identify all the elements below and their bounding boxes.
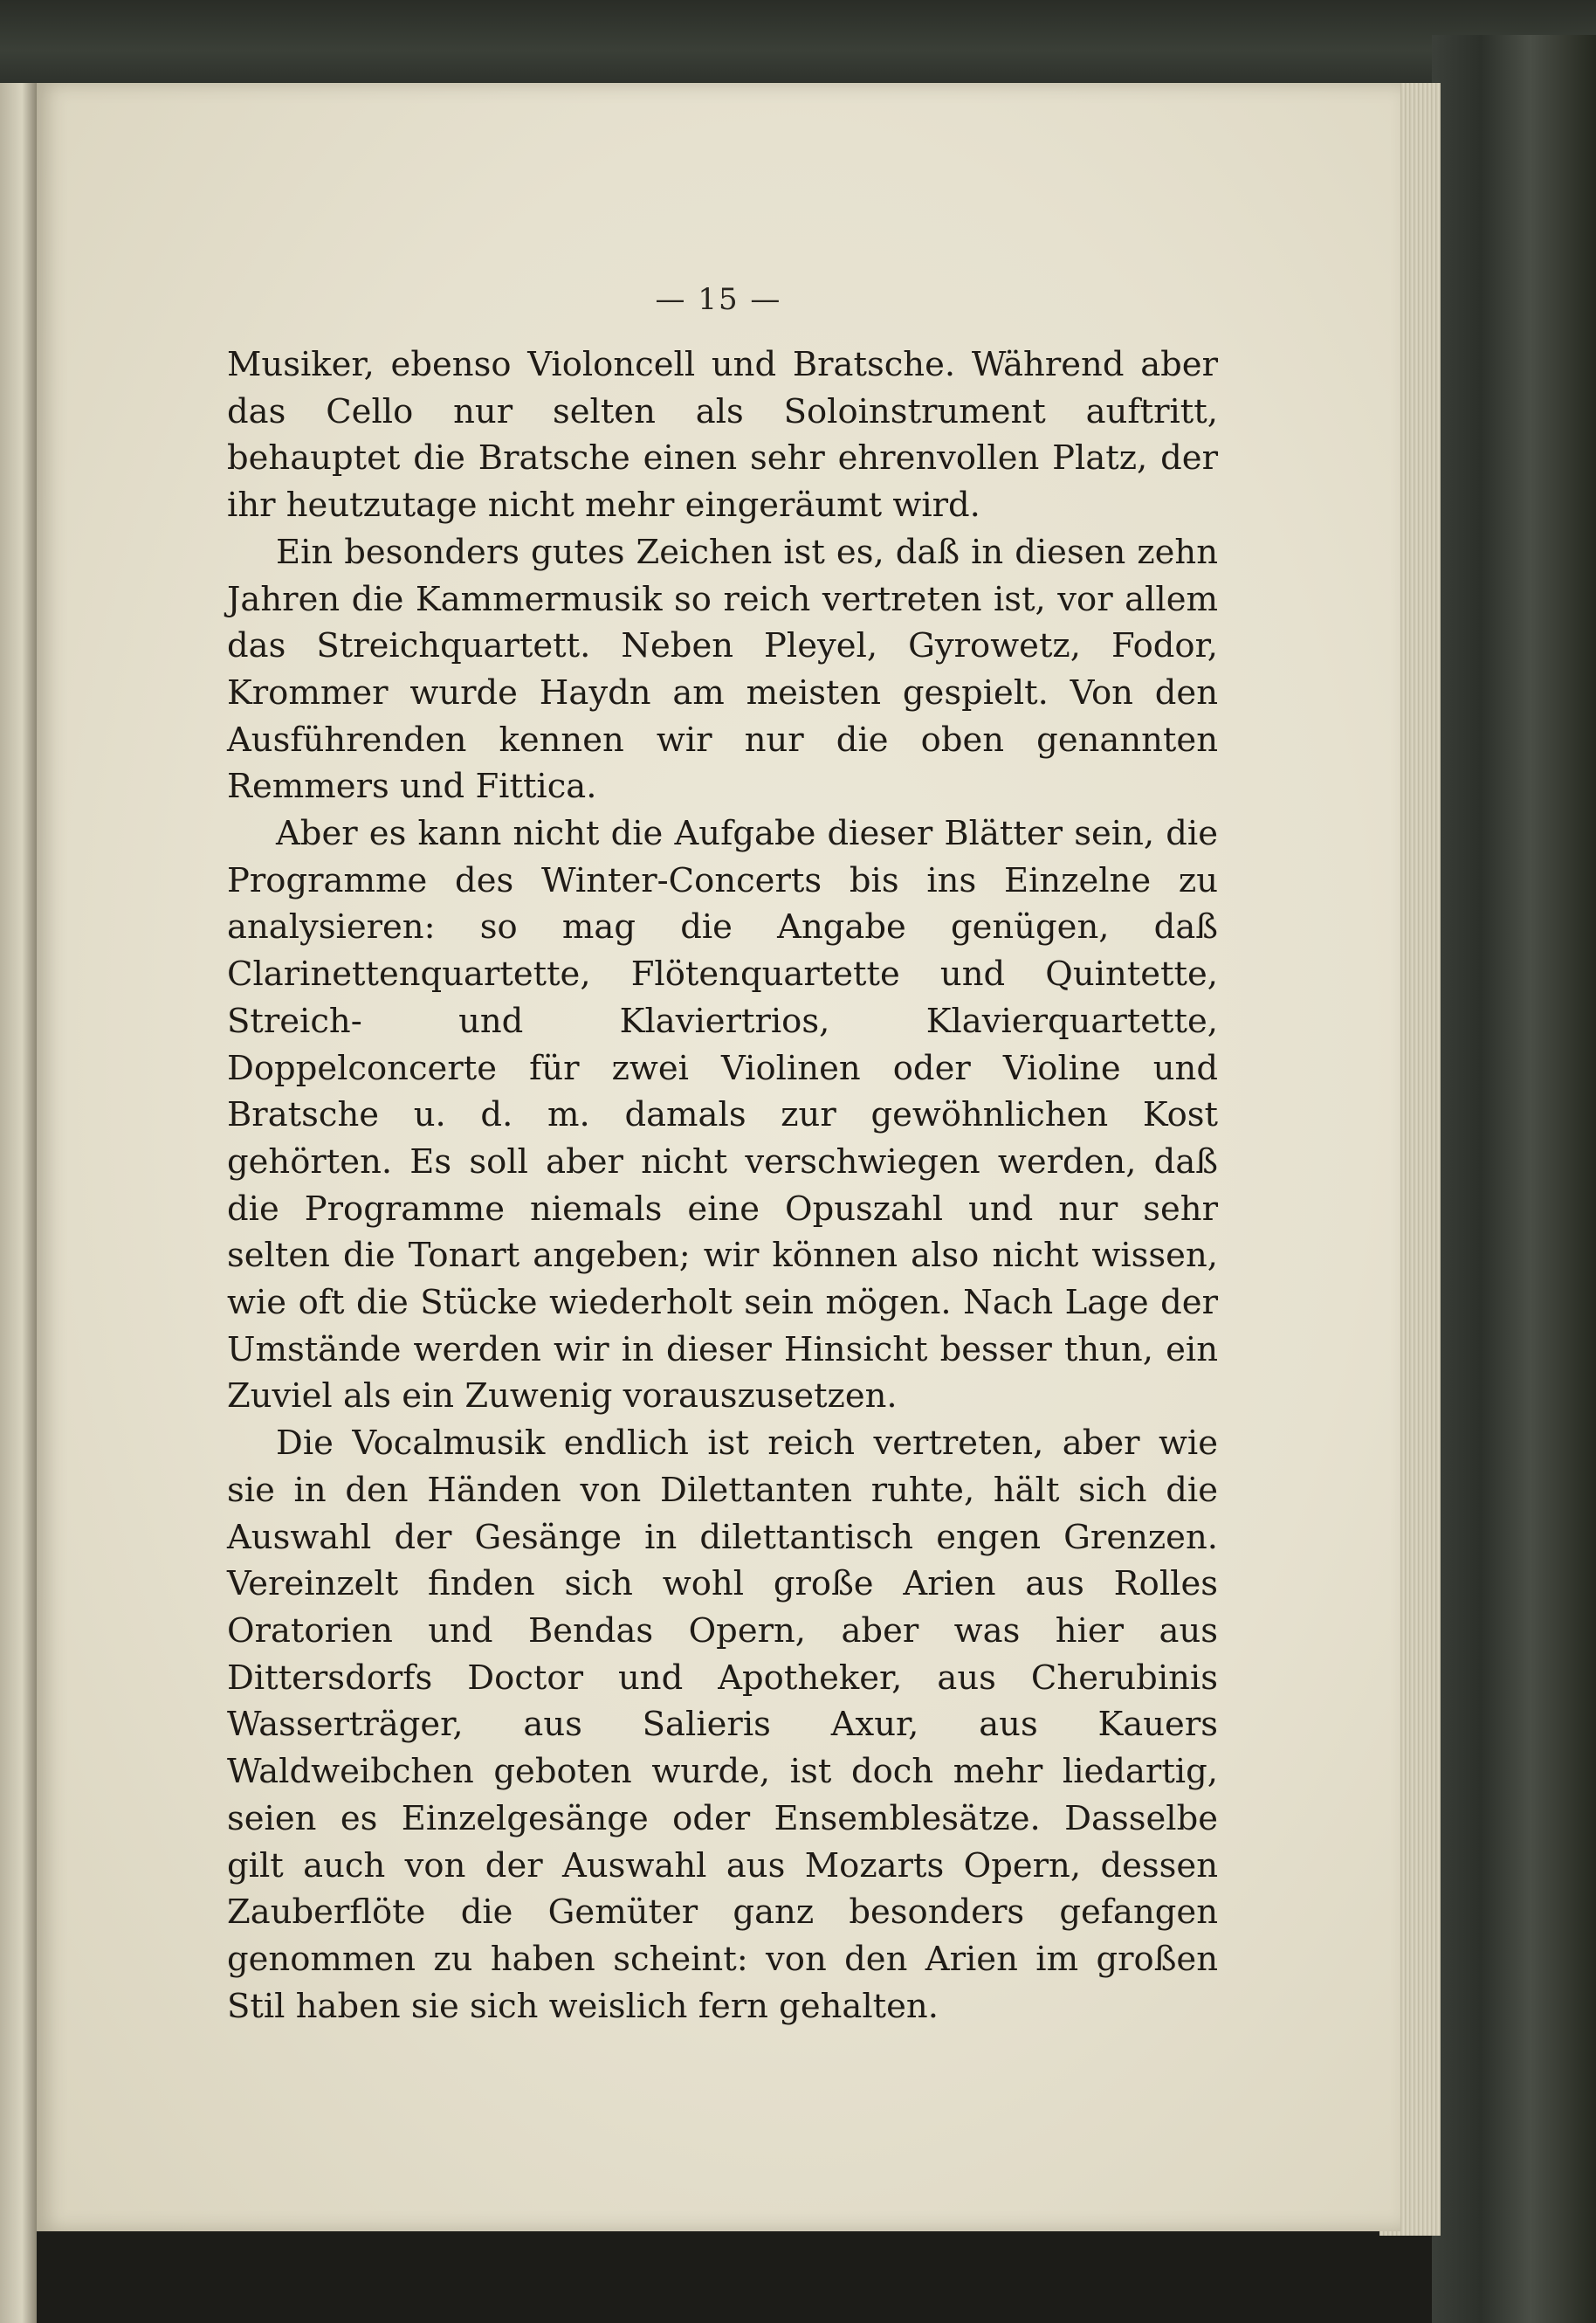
paragraph-4: Die Vocalmusik endlich ist reich vertreten, aber wie sie in den Händen von Dilettanten ruhte, hält sich die Auswahl der Gesänge in dilettantisch engen Grenzen. Vereinzelt finden sich wohl große Arien aus Rolles Oratorien und Bendas Opern, aber was hier aus Dittersdorfs Doctor und Apotheker, aus Cherubinis Wasserträger, aus Salieris Axur, aus Kauers Waldweibchen geboten wurde, ist doch mehr liedartig, seien es Einzelgesänge oder Ensemblesätze. Dasselbe gilt auch von der Auswahl aus Mozarts Opern, dessen Zauberflöte die Gemüter ganz besonders gefangen genommen zu haben scheint: von den Arien im großen Stil haben sie sich weislich fern gehalten. bbox=[227, 1423, 1218, 2026]
page-number: — 15 — bbox=[655, 282, 782, 317]
body-text bbox=[227, 341, 1218, 2030]
book-page bbox=[37, 83, 1400, 2231]
book-cover-right bbox=[1432, 35, 1596, 2323]
paragraph-2: Ein besonders gutes Zeichen ist es, daß in diesen zehn Jahren die Kammermusik so reich vertreten ist, vor allem das Streichquartett. Neben Pleyel, Gyrowetz, Fodor, Krommer wurde Haydn am meisten gespielt. Von den Ausführenden kennen wir nur die oben genannten Remmers und Fittica. bbox=[227, 532, 1218, 807]
paragraph-3: Aber es kann nicht die Aufgabe dieser Blätter sein, die Programme des Winter-Concerts bis ins Einzelne zu analysieren: so mag die Angabe genügen, daß Clarinettenquartette, Flötenquartette und Quintette, Streich- und Klaviertrios, Klavierquartette, Doppelconcerte für zwei Violinen oder Violine und Bratsche u. d. m. damals zur gewöhnlichen Kost gehörten. Es soll aber nicht verschwiegen werden, daß die Programme niemals eine Opuszahl und nur sehr selten die Tonart angeben; wir können also nicht wissen, wie oft die Stücke wiederholt sein mögen. Nach Lage der Umstände werden wir in dieser Hinsicht besser thun, ein Zuviel als ein Zuwenig vorauszusetzen. bbox=[227, 814, 1218, 1417]
book-cover-top bbox=[0, 0, 1596, 92]
left-page-edge bbox=[0, 83, 37, 2323]
paragraph-1: Musiker, ebenso Violoncell und Bratsche. Während aber das Cello nur selten als Soloinstrument auftritt, behauptet die Bratsche einen sehr ehrenvollen Platz, der ihr heutzutage nicht mehr eingeräumt wird. bbox=[227, 345, 1218, 526]
